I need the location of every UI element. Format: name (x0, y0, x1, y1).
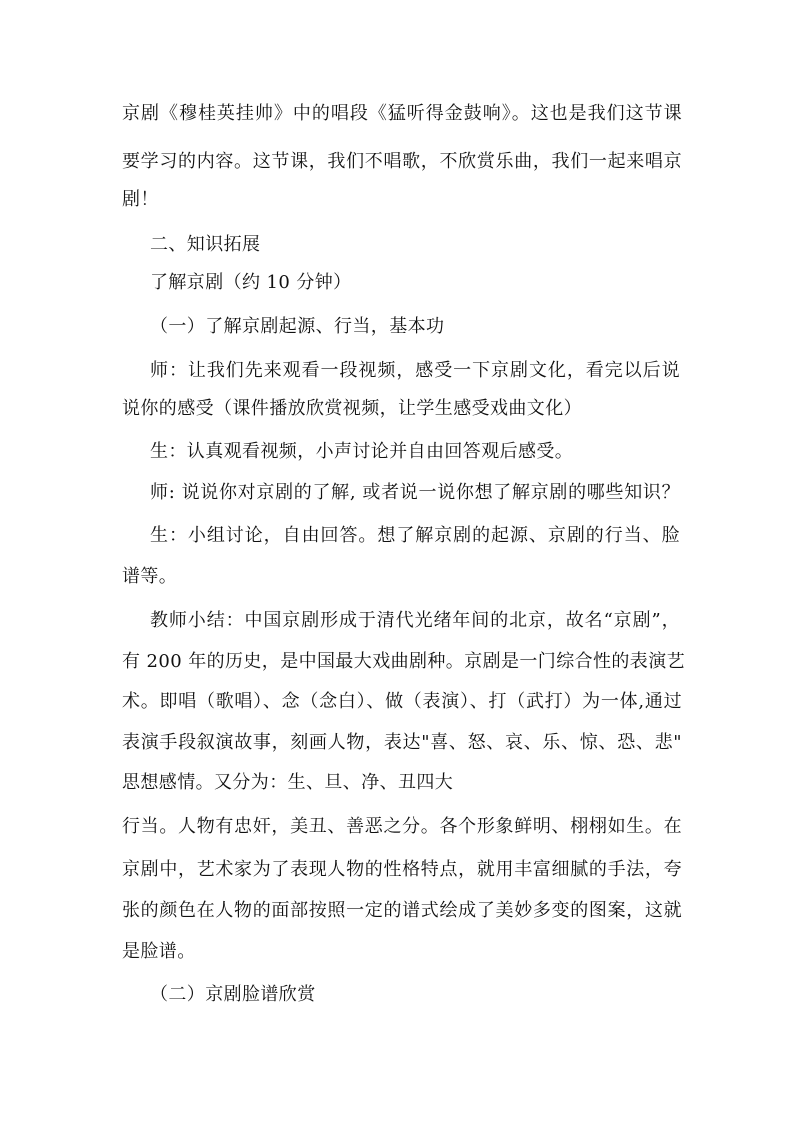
subheading-learn-peking-opera: 了解京剧（约 10 分钟） (150, 272, 352, 293)
summary-line-1: 教师小结：中国京剧形成于清代光绪年间的北京，故名“京剧”， (150, 610, 680, 631)
summary-line-7: 京剧中，艺术家为了表现人物的性格特点，就用丰富细腻的手法，夸 (122, 859, 682, 880)
paragraph-line-3: 剧！ (122, 189, 159, 210)
teacher-question-line: 师: 说说你对京剧的了解, 或者说一说你想了解京剧的哪些知识？ (150, 482, 680, 503)
teacher-line-2: 说你的感受（课件播放欣赏视频，让学生感受戏曲文化） (122, 398, 582, 419)
summary-line-6: 行当。人物有忠奸，美丑、善恶之分。各个形象鲜明、栩栩如生。在 (122, 816, 682, 837)
student-answer-line-2: 谱等。 (122, 566, 178, 587)
section-heading-knowledge-expansion: 二、知识拓展 (150, 234, 261, 255)
summary-line-3: 术。即唱（歌唱）、念（念白）、做（表演）、打（武打）为一体,通过 (122, 691, 682, 712)
summary-line-4: 表演手段叙演故事，刻画人物，表达"喜、怒、哀、乐、惊、恐、悲" (122, 732, 682, 753)
subsection-heading-origins: （一）了解京剧起源、行当，基本功 (150, 316, 445, 337)
summary-line-2: 有 200 年的历史，是中国最大戏曲剧种。京剧是一门综合性的表演艺 (122, 651, 685, 672)
student-answer-line-1: 生：小组讨论，自由回答。想了解京剧的起源、京剧的行当、脸 (150, 525, 680, 546)
summary-line-9: 是脸谱。 (122, 941, 196, 962)
summary-line-5: 思想感情。又分为：生、旦、净、丑四大 (122, 772, 454, 793)
student-line-1: 生：认真观看视频，小声讨论并自由回答观后感受。 (150, 441, 574, 462)
paragraph-line-2: 要学习的内容。这节课，我们不唱歌，不欣赏乐曲，我们一起来唱京 (122, 151, 682, 172)
paragraph-line-1: 京剧《穆桂英挂帅》中的唱段《猛听得金鼓响》。这也是我们这节课 (122, 103, 682, 124)
summary-line-8: 张的颜色在人物的面部按照一定的谱式绘成了美妙多变的图案，这就 (122, 900, 682, 921)
teacher-line-1: 师：让我们先来观看一段视频，感受一下京剧文化，看完以后说 (150, 360, 680, 381)
subsection-heading-facial-makeup: （二）京剧脸谱欣赏 (150, 984, 316, 1005)
